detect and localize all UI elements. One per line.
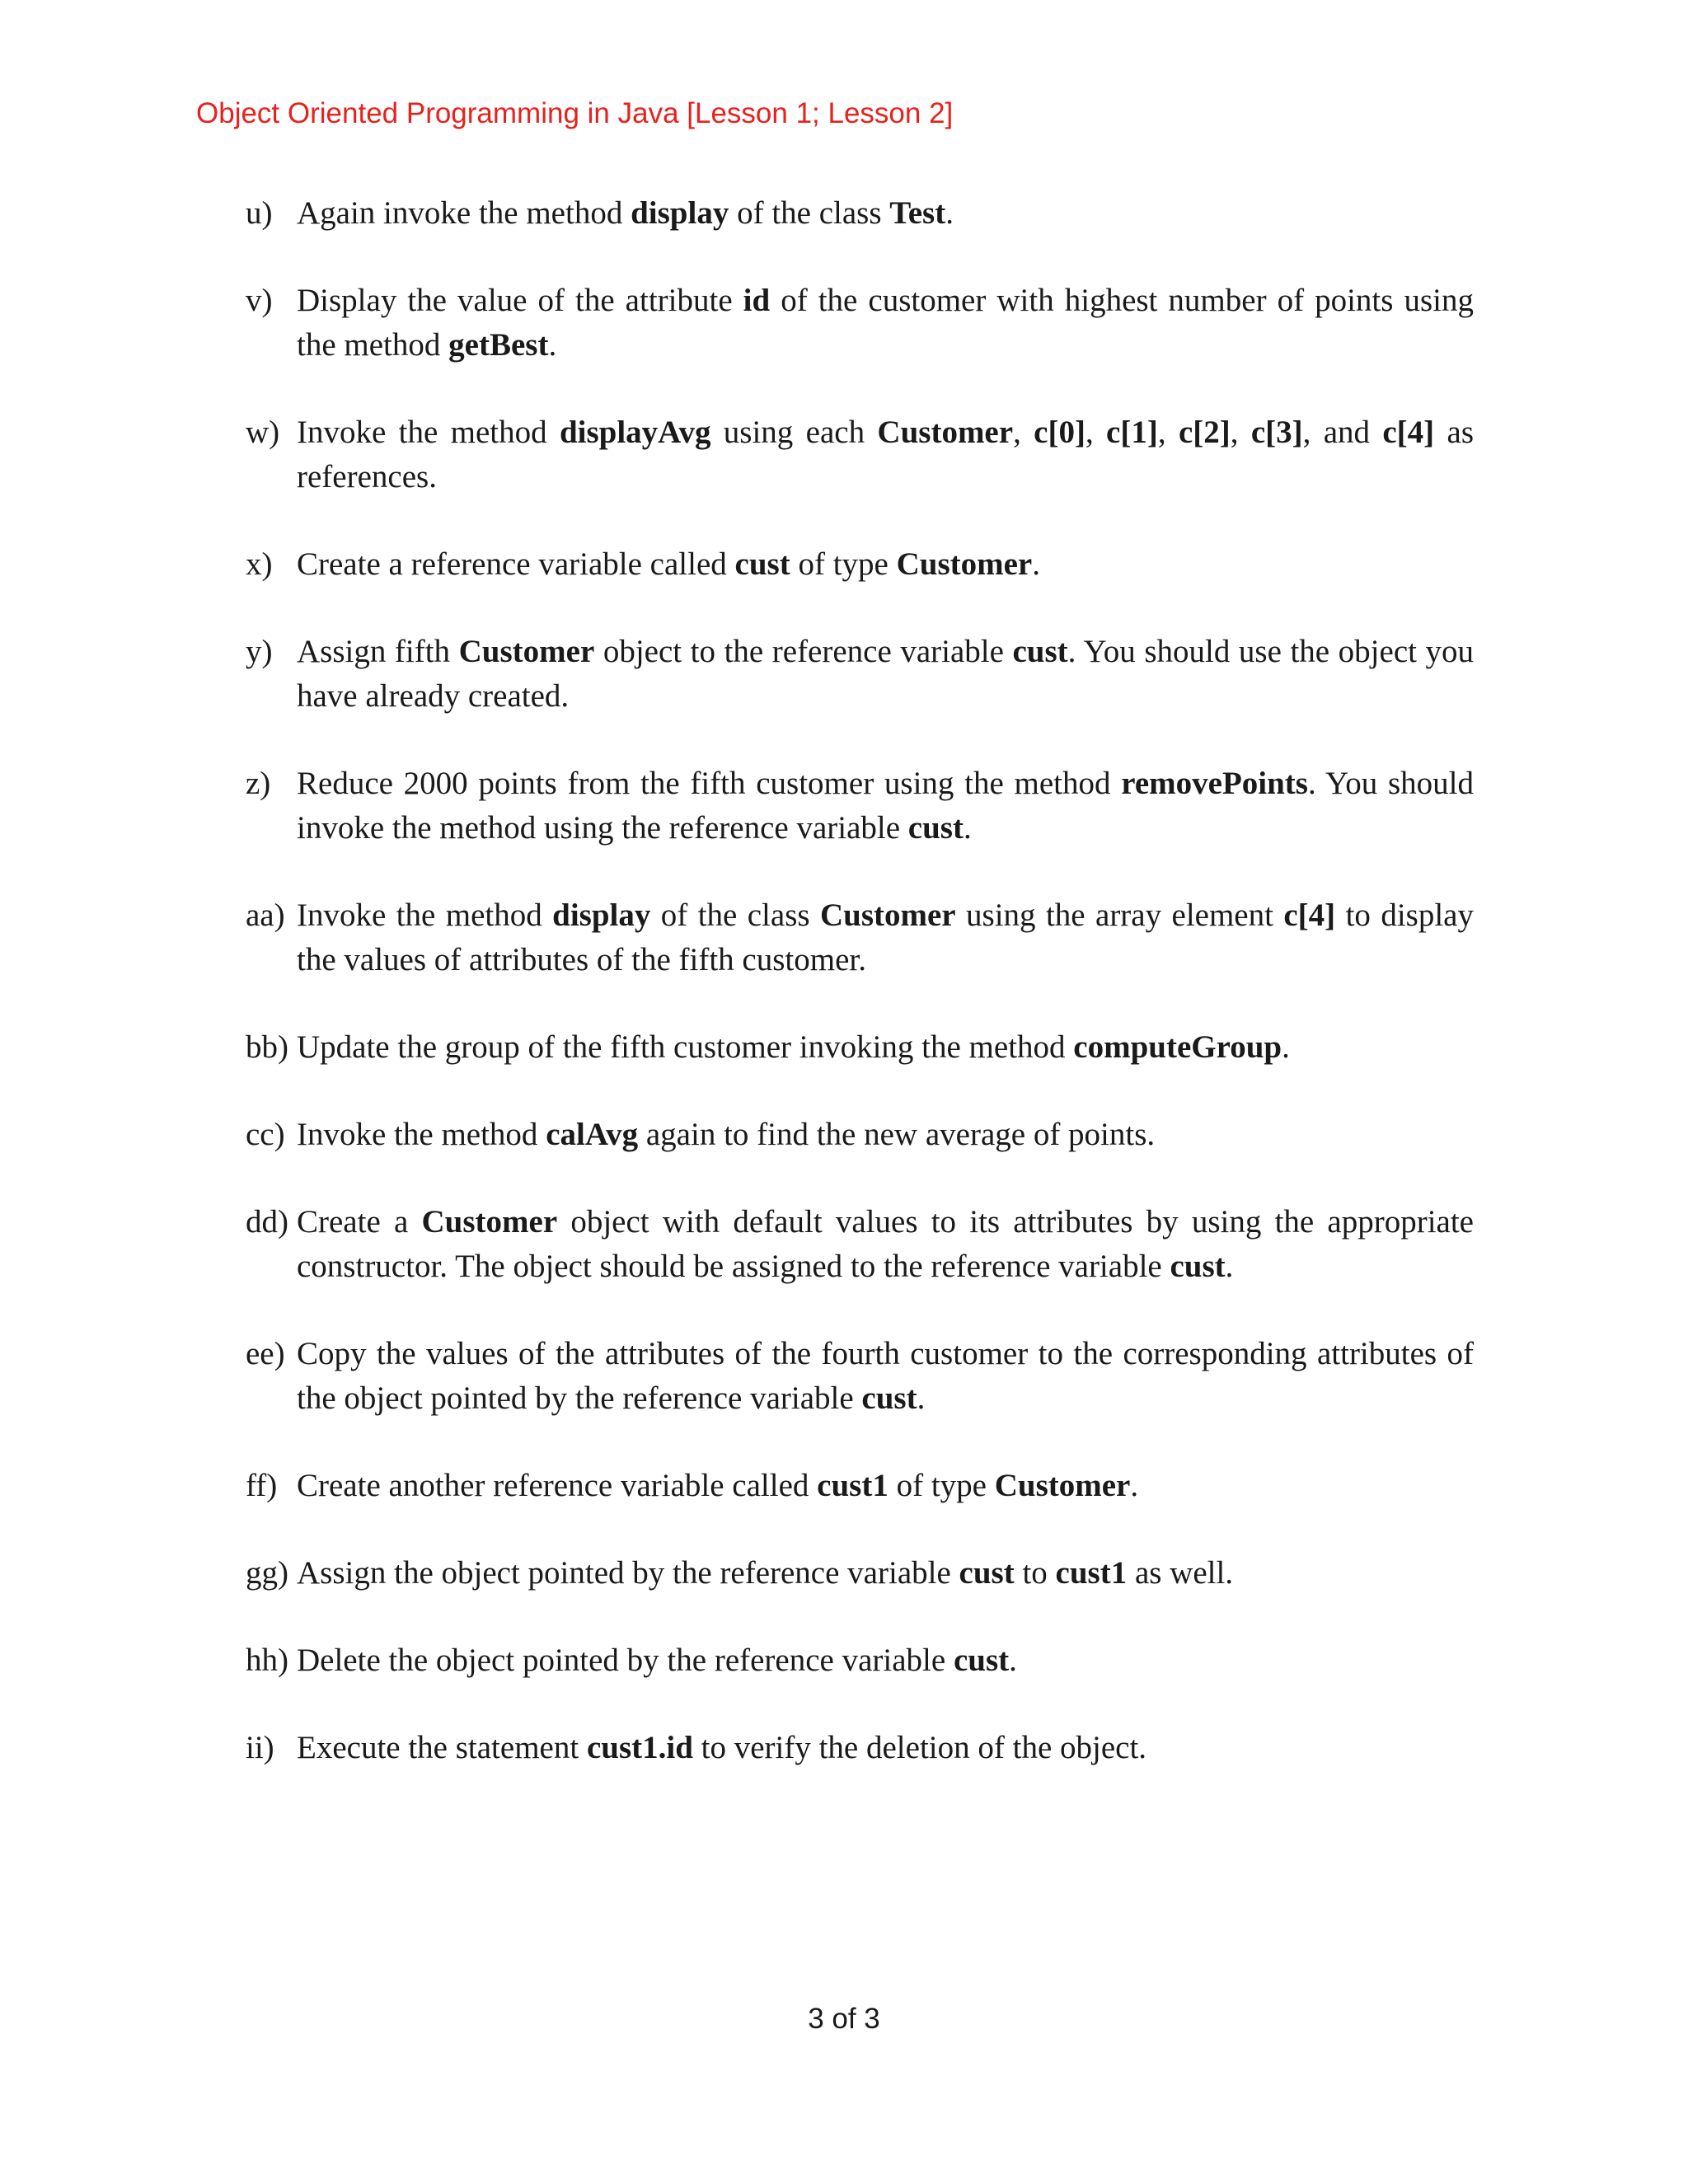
list-item [246,630,1474,719]
item-text: to [1014,1555,1056,1591]
list-item [246,1113,1474,1157]
list-item [246,410,1474,499]
item-marker: x) [246,546,273,582]
item-text: Delete the object pointed by the reference variable [297,1643,954,1678]
item-text: Reduce 2000 points from the fifth customer using the method [297,766,1122,801]
bold-term: c[4] [1382,415,1435,450]
bold-term: computeGroup [1073,1029,1282,1065]
page-number: 3 of 3 [808,2003,880,2035]
bold-term: cust1 [817,1468,889,1503]
item-marker: z) [246,766,271,801]
list-item [246,1200,1474,1289]
item-text: as references. [297,415,1474,494]
bold-term: getBest [448,327,549,363]
item-marker: ii) [246,1730,274,1765]
item-text: . [963,810,972,846]
item-marker: cc) [246,1117,285,1152]
bold-term: calAvg [546,1117,639,1152]
bold-term: displayAvg [559,415,711,450]
bold-term: c[1] [1106,415,1158,450]
item-text: Create another reference variable called [297,1468,818,1503]
bold-term: cust [1170,1249,1226,1284]
item-marker: gg) [246,1555,288,1591]
bold-term: cust1.id [586,1730,693,1765]
item-text: using each [710,415,878,450]
item-text: to display the values of attributes of the fifth customer. [297,898,1474,977]
item-text: of the class [729,195,890,231]
item-text: . You should invoke the method using the reference variable [297,766,1474,846]
item-text: . [548,327,557,363]
item-text: of type [790,546,897,582]
list-item [246,1638,1474,1683]
bold-term: Customer [458,634,595,669]
item-marker: aa) [246,898,285,933]
bold-term: cust [907,810,964,846]
bold-term: id [743,283,771,318]
bold-term: cust [1012,634,1068,669]
bold-term: Customer [994,1468,1131,1503]
item-text: of the customer with highest number of points using the method [297,283,1474,363]
list-item [246,1726,1474,1770]
item-marker: u) [246,195,273,231]
item-text: . [1225,1249,1234,1284]
item-text: , and [1302,415,1383,450]
item-text: again to find the new average of points. [638,1117,1156,1152]
bold-term: display [552,898,651,933]
item-text: Assign the object pointed by the reference variable [297,1555,959,1591]
list-item [246,191,1474,236]
item-text: using the array element [955,898,1284,933]
bold-term: Customer [421,1204,558,1240]
item-text: Again invoke the method [297,195,631,231]
page-header: Object Oriented Programming in Java [Lesson 1; Lesson 2] [196,97,954,129]
item-text: . You should use the object you have already created. [297,634,1475,714]
item-marker: ff) [246,1468,278,1503]
item-text: . [1130,1468,1139,1503]
bold-term: c[4] [1283,898,1336,933]
item-text: of type [888,1468,995,1503]
item-text: Display the value of the attribute [297,283,743,318]
item-text: , [1013,415,1034,450]
list-item [246,1332,1474,1421]
bold-term: c[2] [1178,415,1231,450]
item-text: Create a [297,1204,422,1240]
bold-term: removePoints [1121,766,1308,801]
item-marker: ee) [246,1336,285,1371]
bold-term: Test [889,195,946,231]
item-text: Execute the statement [297,1730,587,1765]
list-item [246,279,1474,368]
list-item [246,762,1474,851]
item-text: . [1282,1029,1290,1065]
item-marker: dd) [246,1204,288,1240]
item-text: Invoke the method [297,1117,546,1152]
item-text: Assign fifth [297,634,459,669]
list-item [246,542,1474,587]
item-text: , [1230,415,1251,450]
item-marker: v) [246,283,273,318]
bold-term: cust1 [1055,1555,1128,1591]
item-marker: hh) [246,1643,288,1678]
bold-term: cust [959,1555,1015,1591]
item-text: , [1157,415,1179,450]
list-item [246,893,1474,982]
bold-term: cust [734,546,790,582]
item-text: . [1009,1643,1017,1678]
item-text: Update the group of the fifth customer invoking the method [297,1029,1074,1065]
item-text: object to the reference variable [594,634,1013,669]
bold-term: Customer [896,546,1033,582]
item-text: of the class [650,898,820,933]
bold-term: Customer [819,898,956,933]
bold-term: cust [953,1643,1010,1678]
item-text: Copy the values of the attributes of the fourth customer to the corresponding attributes of the object pointed by the reference variable [297,1336,1474,1416]
bold-term: Customer [877,415,1014,450]
item-text: , [1085,415,1107,450]
item-marker: y) [246,634,273,669]
exercise-list [246,191,1474,1813]
bold-term: c[3] [1250,415,1303,450]
item-text: . [945,195,954,231]
item-text: . [1032,546,1040,582]
item-text: as well. [1127,1555,1234,1591]
item-text: object with default values to its attributes by using the appropriate constructor. The object should be assigned to the reference variable [297,1204,1474,1284]
list-item [246,1464,1474,1508]
item-marker: bb) [246,1029,288,1065]
item-text: . [917,1380,926,1416]
bold-term: c[0] [1034,415,1085,450]
item-text: to verify the deletion of the object. [692,1730,1147,1765]
item-text: Invoke the method [297,898,553,933]
bold-term: display [631,195,729,231]
item-text: Invoke the method [297,415,560,450]
bold-term: cust [861,1380,917,1416]
item-marker: w) [246,415,280,450]
list-item [246,1551,1474,1596]
item-text: Create a reference variable called [297,546,735,582]
list-item [246,1025,1474,1070]
